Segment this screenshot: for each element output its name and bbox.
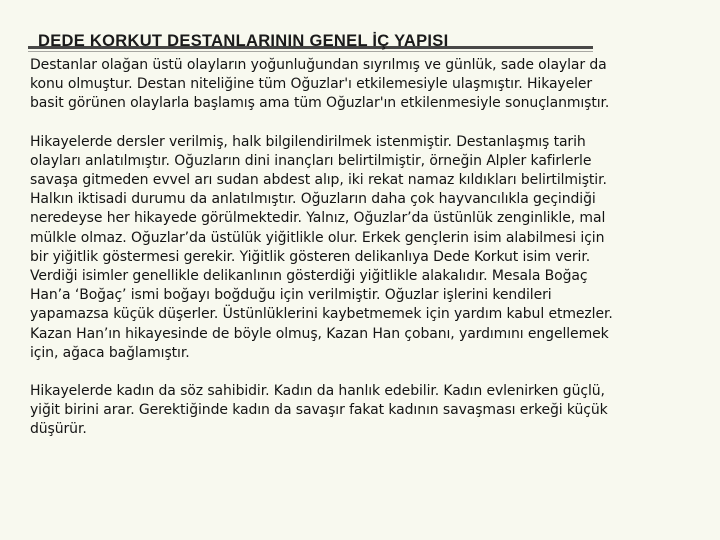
text-line: Hikayelerde kadın da söz sahibidir. Kadın da hanlık edebilir. Kadın evlenirken güçlü,	[30, 383, 605, 400]
text-line: basit görünen olaylarla başlamış ama tüm Oğuzlar'ın etkilenmesiyle sonuçlanmıştır.	[30, 95, 610, 112]
text-line: için, ağaca bağlamıştır.	[30, 344, 190, 361]
title-underline-thin	[28, 51, 593, 52]
text-line: düşürür.	[30, 421, 87, 438]
text-line: Halkın iktisadi durumu da anlatılmıştır. Oğuzların daha çok hayvancılıkla geçindiği	[30, 191, 596, 208]
text-line: bir yiğitlik göstermesi gerekir. Yiğitlik gösteren delikanlıya Dede Korkut isim verir.	[30, 248, 591, 265]
text-line: mülkle olmaz. Oğuzlar’da üstülük yiğitlikle olur. Erkek gençlerin isim alabilmesi için	[30, 229, 605, 246]
text-line: Hikayelerde dersler verilmiş, halk bilgilendirilmek istenmiştir. Destanlaşmış tarih	[30, 133, 586, 150]
text-line: konu olmuştur. Destan niteliğine tüm Oğuzlar'ı etkilemesiyle ulaşmıştır. Hikayeler	[30, 76, 593, 93]
title-block	[38, 31, 598, 51]
body-text	[30, 56, 712, 459]
page-title: DEDE KORKUT DESTANLARININ GENEL İÇ YAPISI	[38, 32, 449, 50]
text-line: yapamazsa küçük düşerler. Üstünlüklerini kaybetmemek için yardım kabul etmezler.	[30, 306, 613, 323]
text-line: Kazan Han’ın hikayesinde de böyle olmuş, Kazan Han çobanı, yardımını engellemek	[30, 325, 609, 342]
text-line: olayları anlatılmıştır. Oğuzların dini inançları belirtilmiştir, örneğin Alpler kafirlerle	[30, 152, 592, 169]
text-line: neredeyse her hikayede görülmektedir. Yalnız, Oğuzlar’da üstünlük zenginlikle, mal	[30, 210, 606, 227]
text-line: Verdiği isimler genellikle delikanlının gösterdiği yiğitlikle alakalıdır. Mesala Boğaç	[30, 268, 588, 285]
text-line: yiğit birini arar. Gerektiğinde kadın da savaşır fakat kadının savaşması erkeği küçük	[30, 402, 608, 419]
text-line: Destanlar olağan üstü olayların yoğunluğundan sıyrılmış ve günlük, sade olaylar da	[30, 57, 607, 73]
text-line: Han’a ‘Boğaç’ ismi boğayı boğduğu için verilmiştir. Oğuzlar işlerini kendileri	[30, 287, 552, 304]
text-line: savaşa gitmeden evvel arı sudan abdest alıp, iki rekat namaz kıldıkları belirtilmiştir.	[30, 172, 607, 189]
paragraph-2	[30, 133, 712, 363]
paragraph-3	[30, 382, 712, 440]
paragraph-1	[30, 56, 712, 114]
